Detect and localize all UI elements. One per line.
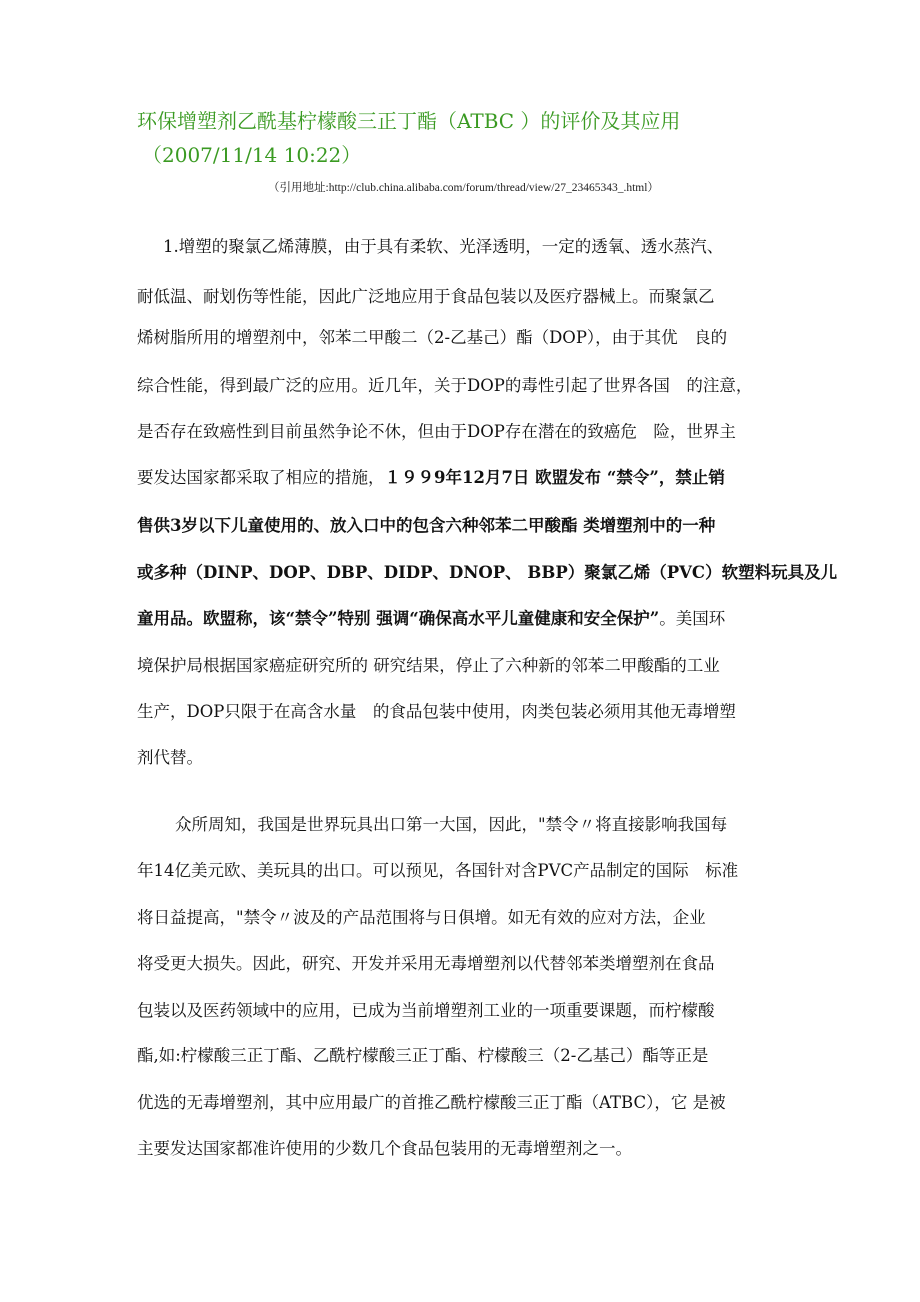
paragraph-1-line-9	[137, 605, 725, 629]
paragraph-2-line-2: 年14亿美元欧、美玩具的出口。可以预见，各国针对含PVC产品制定的国际 标准	[137, 861, 739, 880]
paragraph-1-line-9-bold: 童用品。欧盟称，该“禁令”特别 强调“确保高水平儿童健康和安全保护”	[137, 609, 660, 628]
paragraph-1-line-2: 耐低温、耐划伤等性能，因此广泛地应用于食品包装以及医疗器械上。而聚氯乙	[137, 287, 715, 306]
paragraph-2-line-8: 主要发达国家都准许使用的少数几个食品包装用的无毒增塑剂之一。	[137, 1139, 632, 1158]
paragraph-1-line-5: 是否存在致癌性到目前虽然争论不休，但由于DOP存在潜在的致癌危 险，世界主	[137, 422, 736, 441]
paragraph-1-line-8	[137, 559, 837, 583]
paragraph-1-line-1: 1.增塑的聚氯乙烯薄膜，由于具有柔软、光泽透明，一定的透氧、透水蒸汽、	[163, 237, 724, 256]
paragraph-1-line-6	[137, 464, 725, 488]
paragraph-1-line-9-normal: 。美国环	[659, 609, 726, 628]
paragraph-2-line-5: 包装以及医药领域中的应用，已成为当前增塑剂工业的一项重要课题，而柠檬酸	[137, 1001, 715, 1020]
article-title	[137, 104, 837, 172]
paragraph-2-line-3: 将日益提高，"禁令〃波及的产品范围将与日俱增。如无有效的应对方法，企业	[137, 908, 706, 927]
paragraph-1-line-10: 境保护局根据国家癌症研究所的 研究结果，停止了六种新的邻苯二甲酸酯的工业	[137, 656, 720, 675]
paragraph-1-line-7-bold: 售供3岁以下儿童使用的、放入口中的包含六种邻苯二甲酸酯 类增塑剂中的一种	[137, 516, 716, 535]
paragraph-1-line-11: 生产，DOP只限于在高含水量 的食品包装中使用，肉类包装必须用其他无毒增塑	[137, 702, 736, 721]
paragraph-1-line-12: 剂代替。	[137, 748, 203, 767]
citation-line: （引用地址:http://club.china.alibaba.com/forum/thread/view/27_23465343_.html）	[268, 182, 659, 194]
paragraph-1-line-8-bold: 或多种（DINP、DOP、DBP、DIDP、DNOP、 BBP）聚氯乙烯（PVC）软塑料玩具及儿	[137, 563, 838, 582]
paragraph-1-line-7	[137, 512, 715, 536]
article-date: （2007/11/14 10:22）	[142, 143, 362, 167]
paragraph-2-line-7: 优选的无毒增塑剂，其中应用最广的首推乙酰柠檬酸三正丁酯（ATBC），它 是被	[137, 1093, 726, 1112]
paragraph-2-line-6: 酯,如:柠檬酸三正丁酯、乙酰柠檬酸三正丁酯、柠檬酸三（2-乙基己）酯等正是	[137, 1046, 709, 1065]
paragraph-1-line-6-bold: １９９9年12月7日 欧盟发布 “禁令”，禁止销	[384, 468, 725, 487]
paragraph-2-line-1: 众所周知，我国是世界玩具出口第一大国，因此，"禁令〃将直接影响我国每	[175, 815, 728, 834]
paragraph-2-line-4: 将受更大损失。因此，研究、开发并采用无毒增塑剂以代替邻苯类增塑剂在食品	[137, 954, 715, 973]
article-title-text: 环保增塑剂乙酰基柠檬酸三正丁酯（ATBC ）的评价及其应用	[137, 109, 681, 133]
paragraph-1-line-6-normal: 要发达国家都采取了相应的措施，	[137, 468, 385, 487]
paragraph-1-line-4: 综合性能，得到最广泛的应用。近几年，关于DOP的毒性引起了世界各国 的注意，	[137, 376, 753, 395]
paragraph-1-line-3: 烯树脂所用的增塑剂中，邻苯二甲酸二（2-乙基己）酯（DOP），由于其优 良的	[137, 328, 728, 347]
